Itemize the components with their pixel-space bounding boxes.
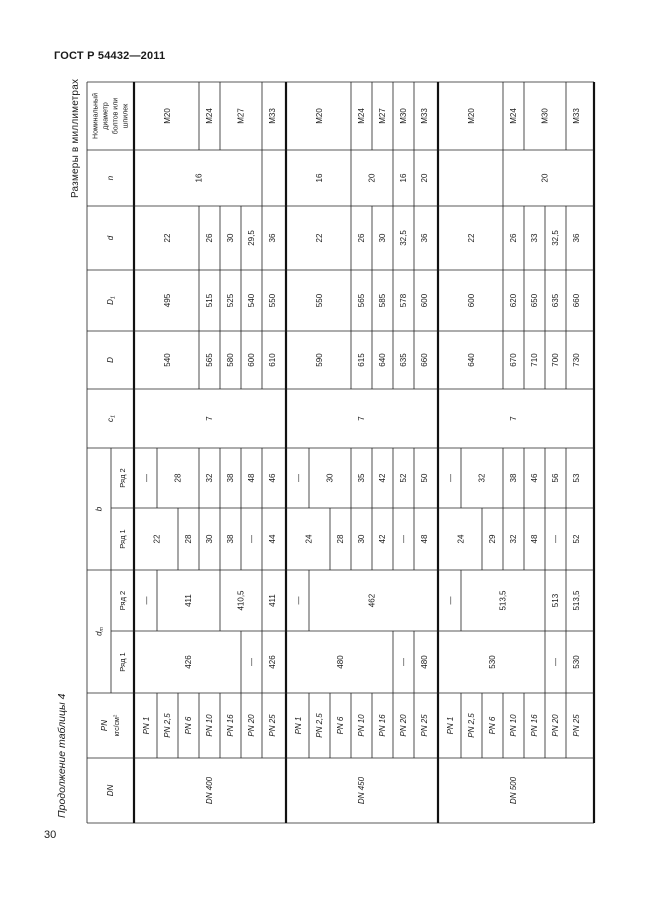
- cell-dm-r2: 411: [268, 594, 277, 607]
- cell-b-r1: —: [399, 535, 408, 543]
- cell-b-r2: 38: [226, 473, 235, 483]
- cell-D: 610: [268, 353, 277, 367]
- cell-d: 36: [572, 233, 581, 243]
- cell-subscript: 2: [112, 714, 118, 718]
- cell-n: 20: [540, 173, 550, 183]
- pn-label: PN 1: [294, 716, 303, 735]
- cell-D: 660: [420, 353, 429, 367]
- cell-D: 670: [509, 353, 518, 367]
- header-bolt-line: Номинальный: [92, 93, 100, 139]
- cell-bolt: M24: [509, 108, 518, 124]
- cell-b-r2: 53: [572, 473, 581, 483]
- pn-label: PN 1: [142, 716, 151, 735]
- cell-b-r1: 42: [378, 534, 387, 544]
- cell-d: 33: [530, 233, 539, 243]
- cell-d: 36: [420, 233, 429, 243]
- cell-dm-r1: —: [399, 658, 408, 666]
- cell-b-r2: 28: [173, 473, 183, 483]
- cell-b-r1: 48: [420, 534, 429, 544]
- pn-label: PN 10: [205, 714, 214, 737]
- dn-label: DN 500: [509, 776, 518, 805]
- cell-dm-r2: 411: [184, 594, 193, 607]
- cell-b-r1: 32: [509, 534, 518, 544]
- cell-b-r2: 46: [530, 473, 539, 483]
- cell-bolt: M33: [572, 108, 581, 124]
- cell-b-r2: 35: [357, 473, 366, 483]
- cell-D1: 578: [399, 293, 408, 308]
- cell-bolt: M33: [268, 108, 277, 124]
- cell-D1: 585: [378, 293, 387, 308]
- header-dn: DN: [106, 784, 115, 797]
- cell-D: 700: [551, 353, 560, 367]
- cell-D: 615: [357, 353, 366, 367]
- cell-c1: 7: [205, 416, 214, 421]
- cell-D: 580: [226, 353, 235, 367]
- cell-D1: 660: [572, 293, 581, 308]
- document-header: ГОСТ Р 54432—2011: [54, 50, 166, 62]
- cell-bolt: M20: [315, 108, 324, 124]
- cell-D1: 515: [205, 293, 214, 308]
- cell-b-r1: 24: [456, 534, 466, 544]
- cell-dm-r2: —: [446, 596, 455, 605]
- header-D1: $D_1$: [106, 296, 117, 305]
- cell-b-r2: 32: [205, 473, 214, 483]
- cell-b-r2: 56: [551, 473, 560, 483]
- cell-d: 26: [205, 233, 214, 243]
- cell-dm-r2: 462: [367, 593, 377, 608]
- cell-D1: 600: [467, 293, 476, 308]
- header-dm: $d_m$: [94, 627, 105, 636]
- cell-d: 32,5: [551, 230, 560, 246]
- cell-b-r2: 38: [509, 473, 518, 483]
- pn-label: PN 2,5: [163, 713, 172, 738]
- pn-label: PN 20: [399, 714, 408, 737]
- cell-bolt: M30: [399, 108, 408, 124]
- header-b-row1: Ряд 1: [118, 529, 127, 549]
- cell-D: 640: [378, 353, 387, 367]
- cell-D1: 620: [509, 293, 518, 308]
- cell-b-r2: 30: [325, 473, 335, 483]
- page-number: 30: [44, 829, 57, 841]
- cell-b-r2: —: [446, 474, 455, 482]
- pn-label: PN 2,5: [467, 713, 476, 738]
- cell-d: 30: [378, 233, 387, 243]
- cell-c1: 7: [357, 416, 366, 421]
- cell-d: 26: [509, 233, 518, 243]
- cell-bolt: M27: [236, 108, 246, 124]
- header-bolt-line: шпилек: [122, 103, 130, 129]
- cell-d: 36: [268, 233, 277, 243]
- cell-D1: 600: [420, 293, 429, 308]
- cell-D: 565: [205, 353, 214, 367]
- cell-b-r1: 30: [205, 534, 214, 544]
- pn-label: PN 16: [530, 714, 539, 737]
- units-note: Размеры в миллиметрах: [70, 78, 81, 198]
- cell-b-r2: 42: [378, 473, 387, 483]
- header-b: b: [94, 506, 104, 512]
- header-bolt-line: болтов или: [112, 97, 120, 135]
- cell-D1: 525: [226, 293, 235, 308]
- cell-dm-r1: 530: [572, 655, 581, 669]
- dn-label: DN 450: [357, 776, 366, 805]
- cell-d: 29,5: [247, 230, 256, 246]
- cell-b-r2: 48: [247, 473, 256, 483]
- cell-b-r1: 28: [336, 534, 345, 544]
- header-n: n: [106, 175, 115, 181]
- cell-dm-r2: —: [294, 596, 303, 605]
- cell-d: 22: [315, 233, 324, 243]
- header-d: d: [106, 235, 115, 241]
- cell-bolt: M20: [467, 108, 476, 124]
- pn-label: PN 10: [509, 714, 518, 737]
- cell-b-r2: —: [142, 474, 151, 482]
- cell-bolt: M24: [205, 108, 214, 124]
- cell-b-r2: —: [294, 474, 303, 482]
- cell-D: 710: [530, 353, 539, 367]
- cell-d: 26: [357, 233, 366, 243]
- cell-D1: 650: [530, 293, 539, 308]
- cell-b-r1: —: [551, 535, 560, 543]
- cell-b-r1: —: [247, 535, 256, 543]
- pn-label: PN 25: [420, 714, 429, 737]
- cell-b-r2: 46: [268, 473, 277, 483]
- pn-label: PN 1: [446, 716, 455, 735]
- cell-D1: 540: [247, 293, 256, 308]
- header-D: D: [106, 357, 115, 363]
- cell-D1: 550: [268, 293, 277, 308]
- pn-label: PN 6: [184, 716, 193, 735]
- cell-bolt: M20: [163, 108, 172, 124]
- cell-dm-r2: 410,5: [236, 590, 246, 611]
- header-dm-row1: Ряд 1: [118, 652, 127, 672]
- cell-b-r1: 52: [572, 534, 581, 544]
- cell-subscript: 1: [110, 296, 117, 300]
- cell-n: 20: [420, 173, 429, 183]
- cell-bolt: M27: [378, 108, 387, 124]
- cell-D: 590: [315, 353, 324, 367]
- cell-D1: 565: [357, 293, 366, 308]
- cell-b-r2: 50: [420, 473, 429, 483]
- cell-bolt: M30: [540, 108, 550, 124]
- cell-D1: 550: [315, 293, 324, 308]
- cell-b-r1: 22: [152, 534, 162, 544]
- header-b-row2: Ряд 2: [118, 468, 127, 488]
- cell-d: 32,5: [399, 230, 408, 246]
- cell-b-r1: 24: [304, 534, 314, 544]
- cell-dm-r1: 530: [488, 655, 497, 669]
- cell-b-r1: 38: [226, 534, 235, 544]
- cell-n: 16: [399, 173, 408, 183]
- cell-D: 640: [467, 353, 476, 367]
- header-pn: PN: [100, 719, 109, 732]
- cell-d: 30: [226, 233, 235, 243]
- pn-label: PN 10: [357, 714, 366, 737]
- header-pn-unit: кгс/$см^2$: [112, 714, 121, 737]
- cell-D1: 635: [551, 293, 560, 308]
- cell-dm-r1: 480: [336, 655, 345, 669]
- cell-n: 16: [194, 173, 204, 183]
- pn-label: PN 25: [268, 714, 277, 737]
- pn-label: PN 25: [572, 714, 581, 737]
- cell-dm-r1: —: [247, 658, 256, 666]
- cell-dm-r2: —: [142, 596, 151, 605]
- dn-label: DN 400: [205, 776, 214, 805]
- cell-D: 600: [247, 353, 256, 367]
- header-bolt-line: диаметр: [102, 102, 110, 130]
- cell-dm-r2: 513,5: [572, 590, 581, 611]
- cell-dm-r2: 513: [551, 593, 560, 608]
- cell-b-r2: 32: [477, 473, 487, 483]
- header-dm-row2: Ряд 2: [118, 590, 127, 611]
- cell-subscript: m: [99, 627, 105, 632]
- cell-b-r1: 44: [268, 534, 277, 544]
- pn-label: PN 6: [336, 716, 345, 735]
- cell-dm-r1: 480: [420, 655, 429, 669]
- header-c1: $c_1$: [106, 415, 117, 422]
- cell-b-r1: 28: [184, 534, 193, 544]
- table-caption: Продолжение таблицы 4: [56, 693, 68, 818]
- cell-c1: 7: [509, 416, 518, 421]
- cell-b-r1: 30: [357, 534, 366, 544]
- pn-label: PN 16: [378, 714, 387, 737]
- cell-bolt: M24: [357, 108, 366, 124]
- cell-b-r1: 29: [488, 534, 497, 544]
- cell-dm-r1: —: [551, 658, 560, 666]
- cell-b-r1: 48: [530, 534, 539, 544]
- cell-dm-r1: 426: [184, 655, 193, 669]
- pn-label: PN 16: [226, 714, 235, 737]
- pn-label: PN 20: [551, 714, 560, 737]
- cell-dm-r2: 513,5: [498, 590, 508, 611]
- cell-bolt: M33: [420, 108, 429, 124]
- cell-dm-r1: 426: [268, 655, 277, 669]
- pn-label: PN 20: [247, 714, 256, 737]
- cell-D: 635: [399, 353, 408, 367]
- cell-n: 16: [315, 173, 324, 183]
- pn-label: PN 2,5: [315, 713, 324, 738]
- cell-b-r2: 52: [399, 473, 408, 483]
- pn-label: PN 6: [488, 716, 497, 735]
- cell-D1: 495: [163, 293, 172, 308]
- cell-d: 22: [467, 233, 476, 243]
- cell-n: 20: [367, 173, 377, 183]
- cell-d: 22: [163, 233, 172, 243]
- cell-D: 730: [572, 353, 581, 367]
- cell-subscript: 1: [110, 415, 117, 418]
- cell-D: 540: [163, 353, 172, 367]
